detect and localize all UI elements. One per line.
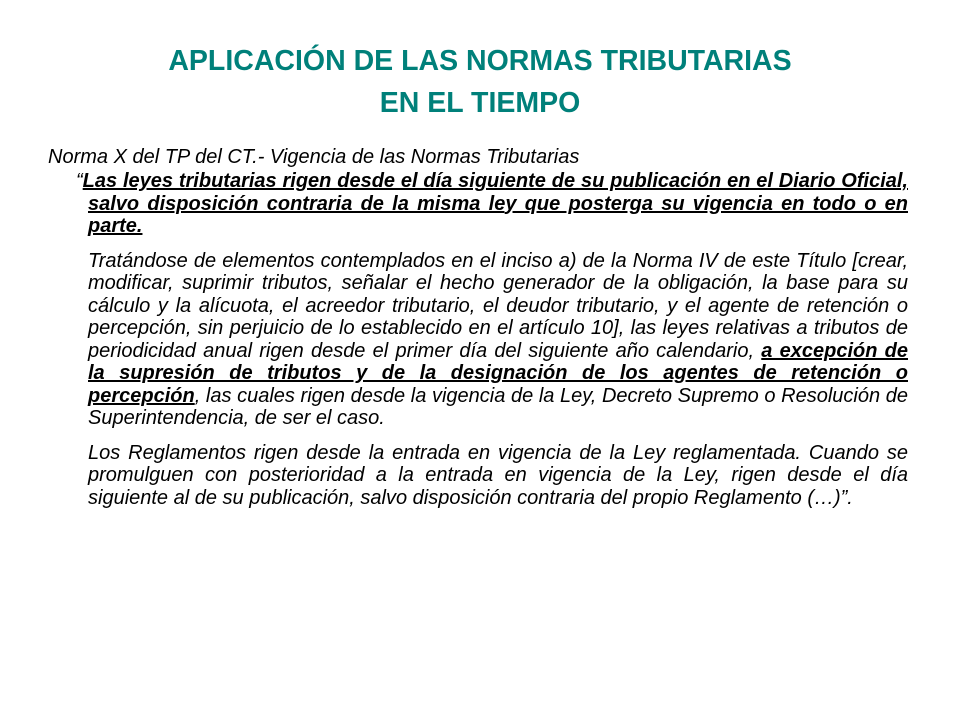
slide-title [60,40,900,124]
paragraph-2-text-after: , las cuales rigen desde la vigencia de la Ley, Decreto Supremo o Resolución de Superintendencia, de ser el caso. [88,384,908,429]
slide-subtitle: Norma X del TP del CT.- Vigencia de las Normas Tributarias [48,146,580,168]
slide-title-line-2: EN EL TIEMPO [379,87,581,119]
paragraph-2-underlined: a excepción de la supresión de tributos y de la designación de los agentes de retención o percepción [88,339,909,407]
paragraph-1 [76,170,908,238]
slide-body [76,170,909,521]
open-quote: “ [76,170,83,192]
paragraph-3: Los Reglamentos rigen desde la entrada en vigencia de la Ley reglamentada. Cuando se promulguen con posterioridad a la entrada en vigencia de la Ley, rigen desde el día siguiente al de su publicación, salvo disposición contraria del propio Reglamento (…)”. [88,441,908,509]
paragraph-2-text-before: Tratándose de elementos contemplados en el inciso a) de la Norma IV de este Título [crear, modificar, suprimir tributos, señalar el hecho generador de la obligación, la base para su cálculo y la alícuota, el acreedor tributario, el deudor tributario, y el agente de retención o percepción, sin perjuicio de lo establecido en el artículo 10], las leyes relativas a tributos de periodicidad anual rigen desde el primer día del siguiente año calendario, [88,249,908,362]
paragraph-2 [88,250,908,430]
slide-title-line-1: APLICACIÓN DE LAS NORMAS TRIBUTARIAS [168,45,792,77]
paragraph-1-underlined: Las leyes tributarias rigen desde el día siguiente de su publicación en el Diario Oficial, salvo disposición contraria de la misma ley que posterga su vigencia en todo o en parte. [82,170,908,237]
